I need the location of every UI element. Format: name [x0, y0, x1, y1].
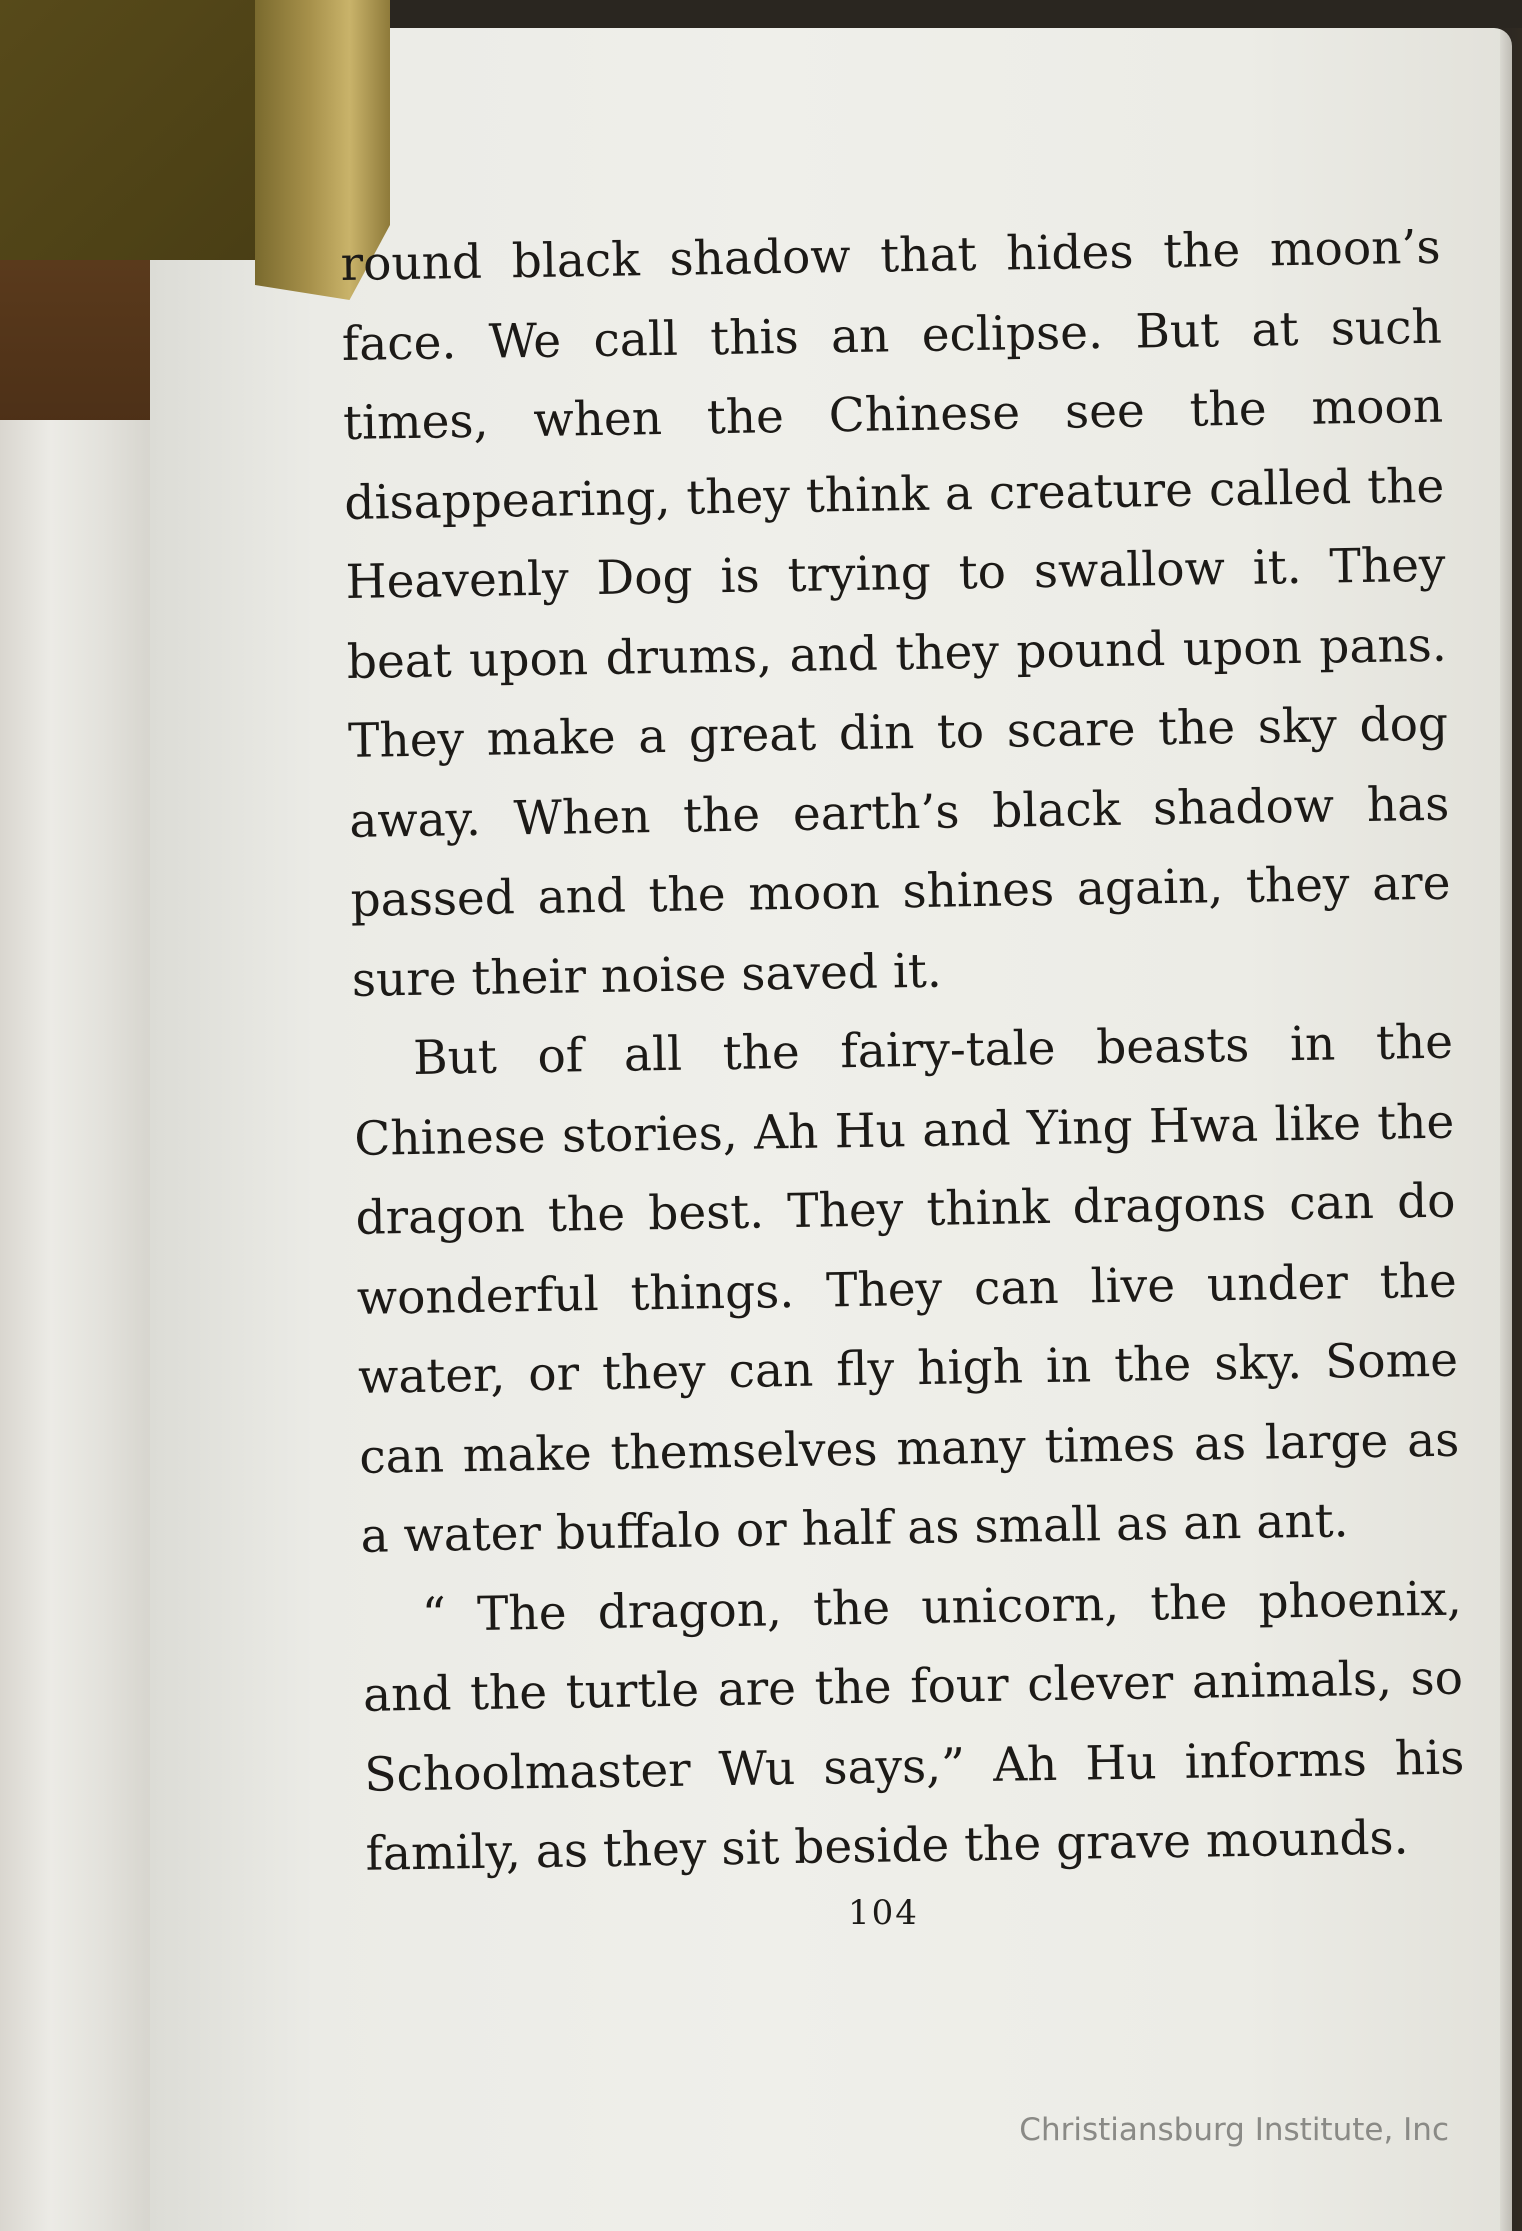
- left-page-edges: [0, 420, 170, 2231]
- page-number: 104: [848, 1893, 919, 1933]
- watermark: Christiansburg Institute, Inc: [1019, 2112, 1449, 2148]
- paragraph-1: round black shadow that hides the moon’s face. We call this an eclipse. But at such times, when the Chinese see the moon disappearing, they think a creature called the Heavenly Dog is trying to swallow it. They beat upon drums, and they pound upon pans. They make a great din to scare the sky dog away. When the earth’s black shadow has passed and the moon shines again, they are sure their noise saved it.: [340, 219, 1451, 1008]
- page-edge-shadow: [1500, 28, 1522, 2231]
- body-text: [340, 208, 1466, 1895]
- paragraph-2: But of all the fairy-tale beasts in the Chinese stories, Ah Hu and Ying Hwa like the dragon the best. They think dragons can do wonderful things. They can live under the water, or they can fly high in the sky. Some can make themselves many times as large as a water buffalo or half as small as an ant.: [353, 1014, 1460, 1564]
- paragraph-3: “ The dragon, the unicorn, the phoenix, and the turtle are the four clever animals, so Schoolmaster Wu says,” Ah Hu informs his family, as they sit beside the grave mounds.: [362, 1571, 1465, 1882]
